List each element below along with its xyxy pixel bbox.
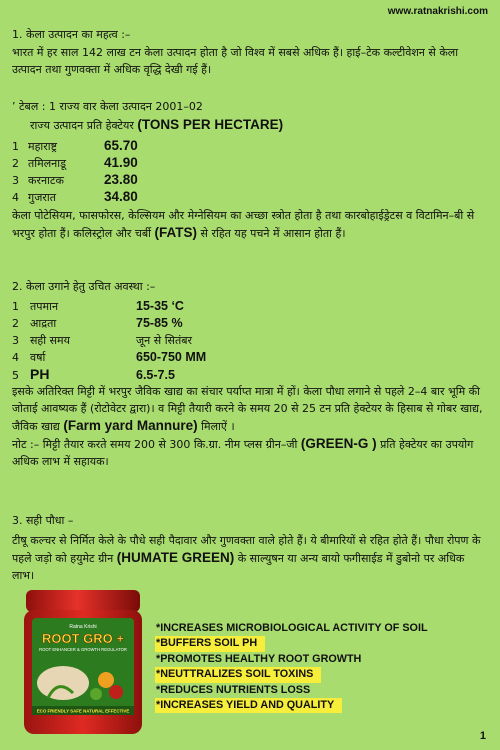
condition-value: 75-85 % bbox=[136, 316, 183, 330]
condition-number: 3 bbox=[12, 334, 19, 347]
jar-subtitle: ROOT ENHANCER & GROWTH REGULATOR bbox=[39, 647, 127, 652]
section-1-heading: 1. केला उत्पादन का महत्व :– bbox=[12, 28, 131, 41]
jar-hand-graphic bbox=[37, 666, 89, 700]
table-row bbox=[12, 137, 490, 154]
conditions-list bbox=[12, 298, 490, 383]
state-name: तमिलनाडू bbox=[28, 157, 66, 170]
soil-text bbox=[12, 383, 487, 435]
condition-value: 15-35 ‘C bbox=[136, 299, 184, 313]
section-3-heading: 3. सही पौधा – bbox=[12, 514, 74, 527]
product-jar-image bbox=[18, 588, 148, 738]
soil-text-end: मिलाऐं । bbox=[201, 420, 235, 433]
nutrition-part-2: से रहित यह पचने में आसान होता हैं। bbox=[200, 227, 346, 240]
condition-number: 5 bbox=[12, 369, 19, 382]
state-name: गुजरात bbox=[28, 191, 56, 204]
jar-maker: Ratna Krishi bbox=[69, 624, 97, 630]
plant-text bbox=[12, 532, 487, 584]
production-table bbox=[12, 99, 490, 205]
site-url[interactable]: www.ratnakrishi.com bbox=[387, 6, 488, 17]
production-value: 41.90 bbox=[104, 155, 138, 170]
farm-yard-label: (Farm yard Mannure) bbox=[63, 418, 198, 433]
benefits-list bbox=[155, 621, 485, 713]
plant-text-part-1: टीषू कल्चर से निर्मित केले के पौधे सही पैदावार और गुणवक्ता वाले होते हैं। ये बीमारियों से रहित होते हैं। पौधा रोपण के पहले जड़ो को हयुमेट ग्रीन bbox=[12, 534, 481, 565]
jar-band-text: ECO FRIENDLY SAFE NATURAL EFFECTIVE bbox=[36, 708, 130, 714]
condition-row bbox=[12, 315, 490, 332]
state-name: करनाटक bbox=[28, 174, 64, 187]
jar-lid bbox=[26, 590, 140, 612]
benefit-item: *BUFFERS SOIL PH bbox=[155, 636, 265, 651]
condition-row bbox=[12, 349, 490, 366]
note-end: प्रति हेक्टेयर का उपयोग अधिक लाभ में सहायक। bbox=[12, 438, 474, 468]
nutrition-part-1: केला पोटेसियम, फासफोरस, केल्सियम और मेग्नेसियम का अच्छा स्त्रोत होता है तथा कारबोहाईड्रेटस व विटामिन–बी से भरपुर होता हैं। कलिस्ट्रोल और चर्बी bbox=[12, 209, 475, 240]
benefit-item: *NEUTTRALIZES SOIL TOXINS bbox=[155, 667, 321, 682]
green-g-label: (GREEN-G ) bbox=[300, 436, 377, 451]
benefit-item: *REDUCES NUTRIENTS LOSS bbox=[156, 683, 311, 696]
condition-value: 6.5-7.5 bbox=[136, 368, 175, 382]
row-number: 4 bbox=[12, 191, 19, 204]
row-number: 2 bbox=[12, 157, 19, 170]
condition-row bbox=[12, 298, 490, 315]
page-number: 1 bbox=[479, 730, 486, 742]
nutrition-paragraph bbox=[12, 207, 482, 242]
table-row bbox=[12, 171, 490, 188]
jar-fruit-orange bbox=[98, 672, 114, 688]
section-1 bbox=[12, 27, 490, 78]
table-rows bbox=[12, 137, 490, 205]
condition-param: तपमान bbox=[30, 300, 59, 313]
condition-value: 650-750 MM bbox=[136, 350, 207, 364]
row-number: 3 bbox=[12, 174, 19, 187]
condition-param: सही समय bbox=[30, 334, 71, 347]
production-value: 34.80 bbox=[104, 189, 138, 204]
table-header-hindi: राज्य उत्पादन प्रति हेक्टेयर bbox=[30, 119, 134, 132]
section-3 bbox=[12, 513, 487, 584]
condition-number: 2 bbox=[12, 317, 19, 330]
condition-value: जून से सितंबर bbox=[136, 334, 193, 347]
jar-fruit-tomato bbox=[109, 685, 123, 699]
table-row bbox=[12, 188, 490, 205]
jar-brand: ROOT GRO + bbox=[42, 631, 124, 646]
benefit-item: *INCREASES MICROBIOLOGICAL ACTIVITY OF SOIL bbox=[156, 622, 428, 634]
section-2-heading: 2. केला उगाने हेतु उचित अवस्था :– bbox=[12, 280, 156, 293]
note-part-1: नोट :– मिट्टी तैयार करते समय 200 से 300 कि.ग्रा. नीम प्लस ग्रीन–जी bbox=[12, 438, 298, 451]
state-name: महाराष्ट्र bbox=[28, 140, 58, 153]
section-2 bbox=[12, 279, 490, 383]
condition-number: 4 bbox=[12, 351, 19, 364]
benefit-item: *PROMOTES HEALTHY ROOT GROWTH bbox=[156, 652, 362, 665]
row-number: 1 bbox=[12, 140, 19, 153]
table-header-unit: (TONS PER HECTARE) bbox=[137, 117, 284, 132]
condition-row bbox=[12, 332, 490, 349]
humate-label: (HUMATE GREEN) bbox=[116, 550, 235, 565]
section-1-paragraph: भारत में हर साल 142 लाख टन केला उत्पादन होता है जो विश्व में सबसे अधिक हैं। हाई–टेक कल्टीवेशन से केला उत्पादन तथा गुणवक्ता में अधिक वृद्धि देखी गई हैं। bbox=[12, 46, 459, 76]
condition-param: PH bbox=[30, 366, 50, 382]
plant-text-end: के साल्युषन या अन्य बायो फगीसाईड में डुबोनो पर अधिक लाभ। bbox=[12, 552, 465, 582]
condition-param: वर्षा bbox=[30, 351, 46, 364]
condition-row bbox=[12, 366, 490, 383]
jar-fruit-green bbox=[90, 688, 102, 700]
benefit-item: *INCREASES YIELD AND QUALITY bbox=[155, 698, 342, 713]
condition-number: 1 bbox=[12, 300, 19, 313]
table-header bbox=[12, 117, 490, 134]
section-2-paragraph bbox=[12, 383, 487, 470]
soil-text-part-1: इसके अतिरिक्त मिट्टी में भरपुर जैविक खाद्य का संचार पर्याप्त मात्रा में हों। केला पौधा लगाने से पहले 2–4 बार भूमि की जोताई आवष्यक हैं (रोटोवेटर द्वारा)। व मिट्टी तैयारी करने के समय 20 से 25 टन प्रति हेक्टेयर के हिसाब से गोबर खाद्य, जैविक खाद्य bbox=[12, 385, 483, 433]
condition-param: आद्रता bbox=[30, 317, 57, 330]
table-title: ’ टेबल : 1 राज्य वार केला उत्पादन 2001–02 bbox=[12, 100, 203, 113]
table-row bbox=[12, 154, 490, 171]
production-value: 23.80 bbox=[104, 172, 138, 187]
production-value: 65.70 bbox=[104, 138, 138, 153]
fats-label: (FATS) bbox=[154, 225, 198, 240]
nutrition-text bbox=[12, 207, 482, 242]
note-text bbox=[12, 435, 487, 470]
